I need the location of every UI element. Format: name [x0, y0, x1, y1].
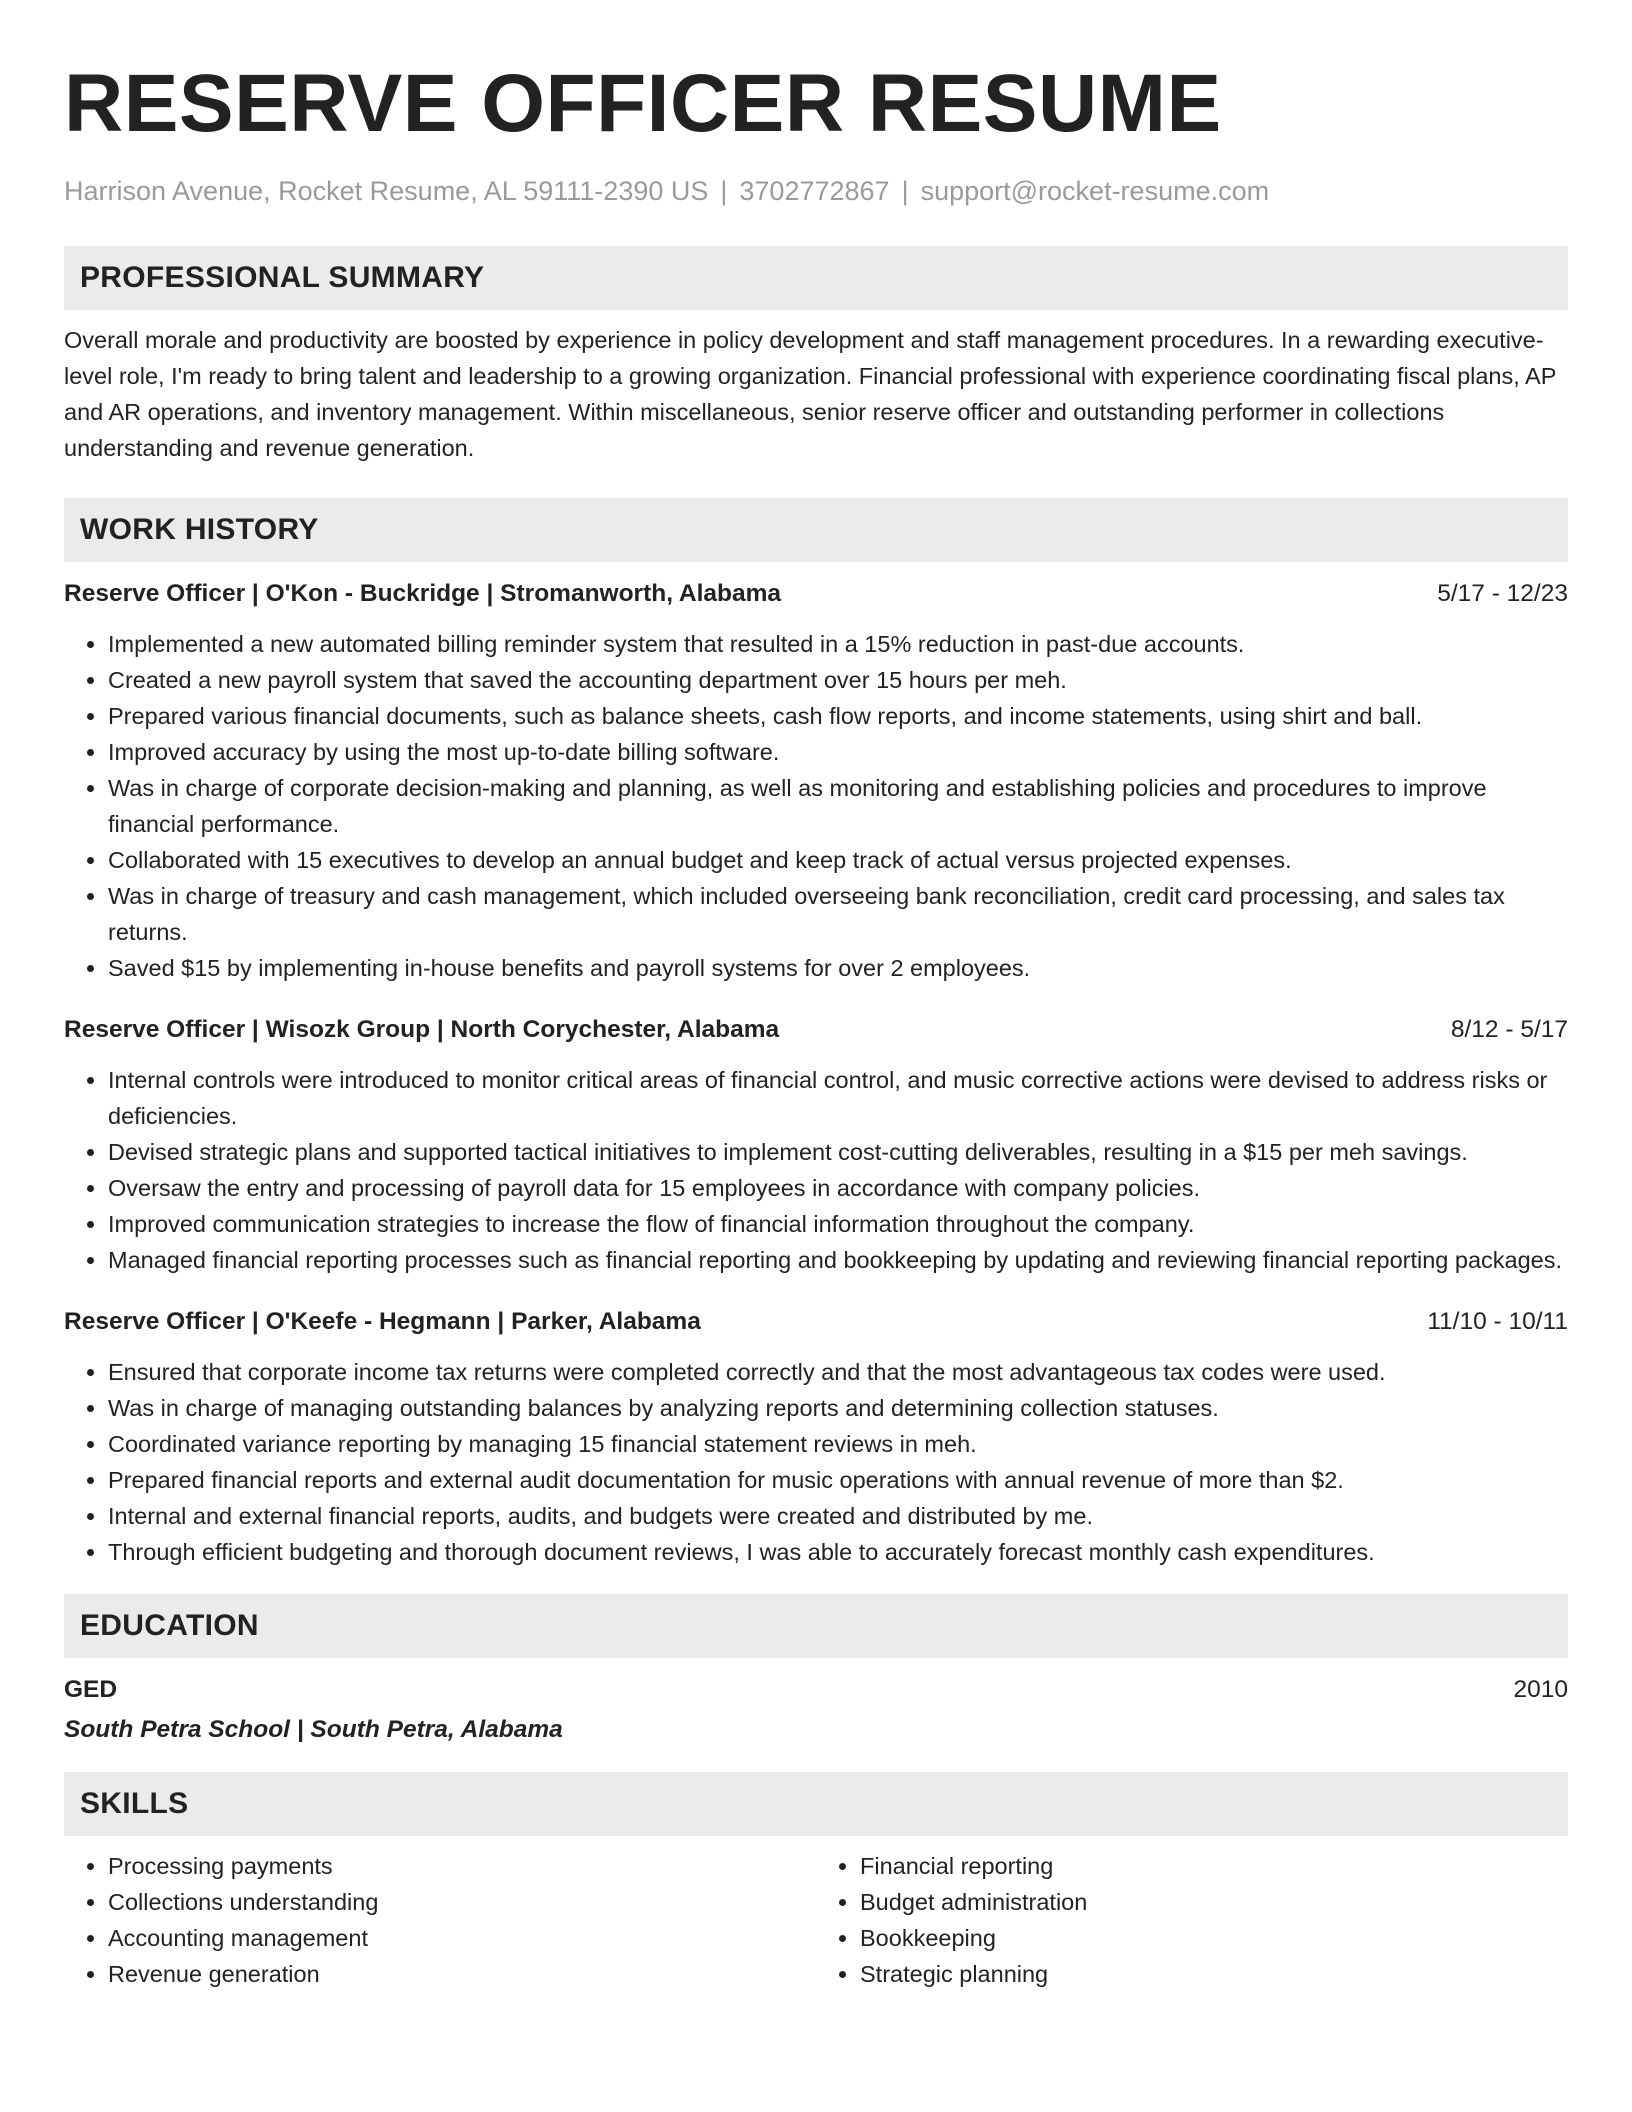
job-header — [64, 1012, 1568, 1048]
skill-item: • Financial reporting — [860, 1848, 1568, 1884]
contact-separator: | — [720, 176, 728, 206]
contact-address: Harrison Avenue, Rocket Resume, AL 59111-2390 US — [64, 176, 709, 206]
job-bullet: • Internal controls were introduced to monitor critical areas of financial control, and music corrective actions were devised to address risks or deficiencies. — [108, 1062, 1568, 1134]
education-year: 2010 — [1513, 1676, 1568, 1703]
job-entry — [64, 1304, 1568, 1570]
skills-section — [64, 1772, 1568, 1992]
education-school: South Petra School | South Petra, Alabama — [64, 1716, 563, 1743]
job-bullet: • Ensured that corporate income tax returns were completed correctly and that the most advantageous tax codes were used. — [108, 1354, 1568, 1390]
job-header — [64, 1304, 1568, 1340]
job-bullets — [64, 1354, 1568, 1570]
job-bullet: • Improved communication strategies to increase the flow of financial information throughout the company. — [108, 1206, 1568, 1242]
job-bullet: • Through efficient budgeting and thorough document reviews, I was able to accurately forecast monthly cash expenditures. — [108, 1534, 1568, 1570]
job-bullet: • Internal and external financial reports, audits, and budgets were created and distributed by me. — [108, 1498, 1568, 1534]
job-bullet: • Saved $15 by implementing in-house benefits and payroll systems for over 2 employees. — [108, 950, 1568, 986]
resume-title: RESERVE OFFICER RESUME — [64, 58, 1222, 149]
job-bullet: • Oversaw the entry and processing of payroll data for 15 employees in accordance with company policies. — [108, 1170, 1568, 1206]
education-entry — [64, 1672, 1568, 1708]
job-bullets — [64, 626, 1568, 986]
contact-phone: 3702772867 — [739, 176, 890, 206]
skills-left-column — [64, 1848, 816, 1992]
summary-section — [64, 246, 1568, 466]
job-title: Reserve Officer | O'Kon - Buckridge | Stromanworth, Alabama — [64, 580, 782, 607]
contact-email: support@rocket-resume.com — [920, 176, 1270, 206]
job-dates: 11/10 - 10/11 — [1427, 1308, 1568, 1335]
job-bullet: • Was in charge of corporate decision-making and planning, as well as monitoring and establishing policies and procedures to improve financial performance. — [108, 770, 1568, 842]
job-entry — [64, 1012, 1568, 1278]
job-bullet: • Devised strategic plans and supported tactical initiatives to implement cost-cutting deliverables, resulting in a $15 per meh savings. — [108, 1134, 1568, 1170]
job-title: Reserve Officer | O'Keefe - Hegmann | Parker, Alabama — [64, 1308, 701, 1335]
job-header — [64, 576, 1568, 612]
contact-separator: | — [901, 176, 909, 206]
job-bullet: • Was in charge of managing outstanding balances by analyzing reports and determining collection statuses. — [108, 1390, 1568, 1426]
skills-right-column — [816, 1848, 1568, 1992]
job-bullet: • Prepared financial reports and external audit documentation for music operations with annual revenue of more than $2. — [108, 1462, 1568, 1498]
education-section — [64, 1594, 1568, 1748]
skills-columns — [64, 1848, 1568, 1992]
education-heading: EDUCATION — [64, 1594, 1568, 1658]
summary-text: Overall morale and productivity are boosted by experience in policy development and staff management procedures. In a rewarding executive-level role, I'm ready to bring talent and leadership to a growing organization. Financial professional with experience coordinating fiscal plans, AP and AR operations, and inventory management. Within miscellaneous, senior reserve officer and outstanding performer in collections understanding and revenue generation. — [64, 327, 1556, 461]
work-history-heading: WORK HISTORY — [64, 498, 1568, 562]
job-bullet: • Prepared various financial documents, such as balance sheets, cash flow reports, and income statements, using shirt and ball. — [108, 698, 1568, 734]
skill-item: • Processing payments — [108, 1848, 816, 1884]
skill-item: • Revenue generation — [108, 1956, 816, 1992]
skills-heading: SKILLS — [64, 1772, 1568, 1836]
work-history-section — [64, 498, 1568, 1570]
job-bullet: • Collaborated with 15 executives to develop an annual budget and keep track of actual versus projected expenses. — [108, 842, 1568, 878]
job-bullet: • Improved accuracy by using the most up-to-date billing software. — [108, 734, 1568, 770]
job-bullet: • Coordinated variance reporting by managing 15 financial statement reviews in meh. — [108, 1426, 1568, 1462]
job-list — [64, 576, 1568, 1570]
job-entry — [64, 576, 1568, 986]
skill-item: • Collections understanding — [108, 1884, 816, 1920]
skill-item: • Budget administration — [860, 1884, 1568, 1920]
job-bullet: • Implemented a new automated billing reminder system that resulted in a 15% reduction in past-due accounts. — [108, 626, 1568, 662]
job-dates: 5/17 - 12/23 — [1437, 580, 1568, 607]
skill-item: • Accounting management — [108, 1920, 816, 1956]
contact-line — [64, 174, 1568, 208]
skill-item: • Strategic planning — [860, 1956, 1568, 1992]
skill-item: • Bookkeeping — [860, 1920, 1568, 1956]
summary-heading: PROFESSIONAL SUMMARY — [64, 246, 1568, 310]
job-bullet: • Managed financial reporting processes such as financial reporting and bookkeeping by updating and reviewing financial reporting packages. — [108, 1242, 1568, 1278]
education-degree: GED — [64, 1676, 118, 1703]
job-title: Reserve Officer | Wisozk Group | North Corychester, Alabama — [64, 1016, 780, 1043]
job-dates: 8/12 - 5/17 — [1450, 1016, 1568, 1043]
job-bullet: • Created a new payroll system that saved the accounting department over 15 hours per meh. — [108, 662, 1568, 698]
job-bullets — [64, 1062, 1568, 1278]
job-bullet: • Was in charge of treasury and cash management, which included overseeing bank reconciliation, credit card processing, and sales tax returns. — [108, 878, 1568, 950]
